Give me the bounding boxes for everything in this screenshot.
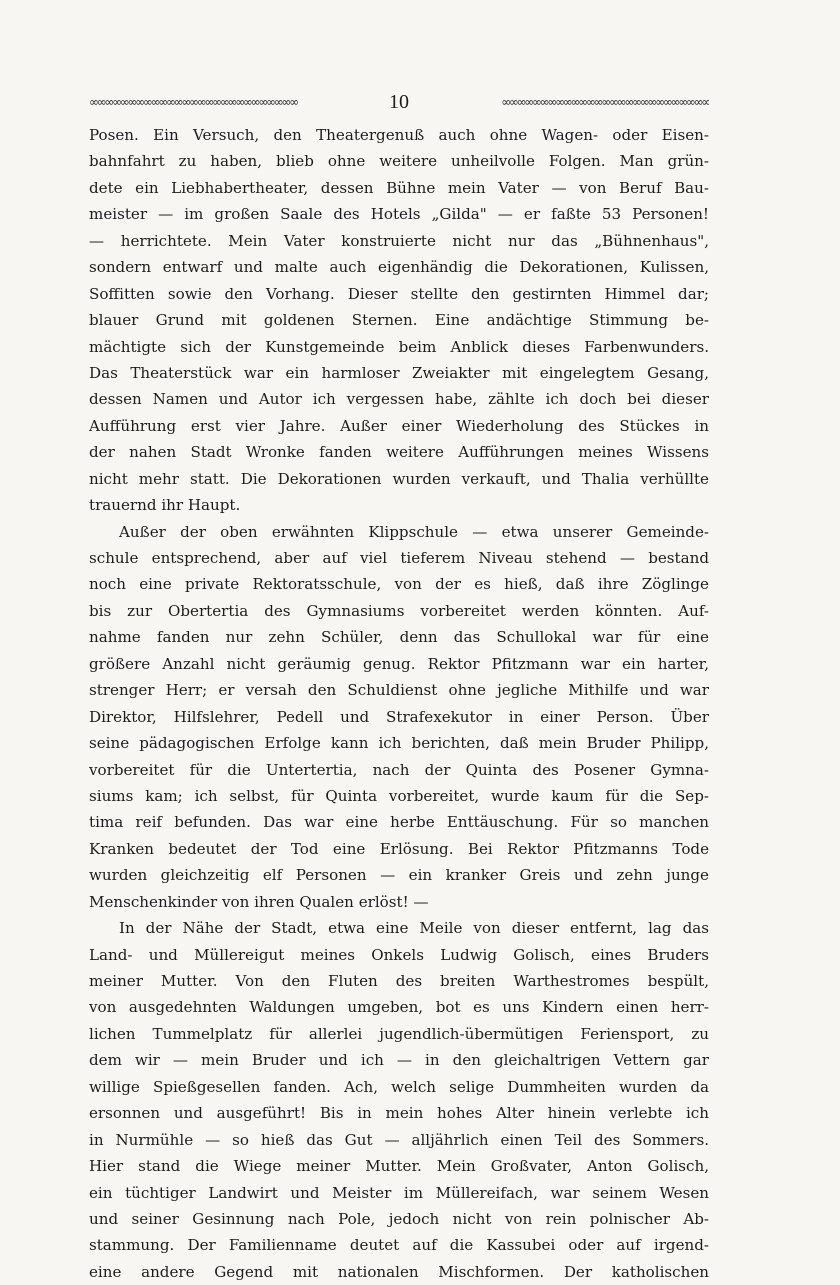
- text-line: bahnfahrt zu haben, blieb ohne weitere unheilvolle Folgen. Man grün-: [89, 152, 709, 171]
- text-line: seine pädagogischen Erfolge kann ich berichten, daß mein Bruder Philipp,: [89, 734, 709, 753]
- paragraph-start-line: Außer der oben erwähnten Klippschule — etwa unserer Gemeinde-: [119, 522, 709, 541]
- paragraph-end-line: trauernd ihr Haupt.: [89, 496, 241, 515]
- text-line: wurden gleichzeitig elf Personen — ein kranker Greis und zehn junge: [89, 866, 709, 885]
- text-line: meiner Mutter. Von den Fluten des breiten Warthestromes bespült,: [89, 972, 709, 990]
- text-line: sondern entwarf und malte auch eigenhändig die Dekorationen, Kulissen,: [89, 258, 709, 277]
- text-line: der nahen Stadt Wronke fanden weitere Aufführungen meines Wissens: [89, 443, 709, 462]
- right-ornament-border: ∞∞∞∞∞∞∞∞∞∞∞∞∞∞∞∞∞∞∞∞∞∞∞∞∞∞∞: [501, 95, 709, 109]
- text-line: stammung. Der Familienname deutet auf die Kassubei oder auf irgend-: [89, 1236, 709, 1255]
- text-line: nahme fanden nur zehn Schüler, denn das Schullokal war für eine: [89, 628, 709, 647]
- text-line: mächtigte sich der Kunstgemeinde beim Anblick dieses Farbenwunders.: [89, 337, 709, 356]
- text-line: bis zur Obertertia des Gymnasiums vorbereitet werden könnten. Auf-: [89, 601, 709, 620]
- text-line: schule entsprechend, aber auf viel tieferem Niveau stehend — bestand: [89, 549, 709, 567]
- page-header: [89, 90, 709, 114]
- text-line: siums kam; ich selbst, für Quinta vorbereitet, wurde kaum für die Sep-: [89, 786, 709, 805]
- text-line: lichen Tummelplatz für allerlei jugendlich-übermütigen Feriensport, zu: [89, 1024, 709, 1043]
- text-line: tima reif befunden. Das war eine herbe Enttäuschung. Für so manchen: [89, 813, 709, 832]
- text-line: Aufführung erst vier Jahre. Außer einer Wiederholung des Stückes in: [89, 416, 709, 435]
- text-line: dessen Namen und Autor ich vergessen habe, zählte ich doch bei dieser: [89, 390, 709, 409]
- paragraph-end-line: Menschenkinder von ihren Qualen erlöst! —: [89, 892, 429, 911]
- body-text: [89, 122, 709, 1285]
- paragraph-start-line: In der Nähe der Stadt, etwa eine Meile von dieser entfernt, lag das: [119, 919, 709, 938]
- text-line: eine andere Gegend mit nationalen Mischformen. Der katholischen: [89, 1262, 709, 1281]
- text-line: dete ein Liebhabertheater, dessen Bühne mein Vater — von Beruf Bau-: [89, 178, 709, 197]
- text-line: Kranken bedeutet der Tod eine Erlösung. Bei Rektor Pfitzmanns Tode: [89, 839, 709, 858]
- text-line: ein tüchtiger Landwirt und Meister im Müllereifach, war seinem Wesen: [89, 1183, 709, 1202]
- text-line: von ausgedehnten Waldungen umgeben, bot es uns Kindern einen herr-: [89, 998, 709, 1017]
- text-line: Land- und Müllereigut meines Onkels Ludwig Golisch, eines Bruders: [89, 945, 709, 964]
- text-line: Hier stand die Wiege meiner Mutter. Mein Großvater, Anton Golisch,: [89, 1157, 709, 1176]
- text-line: strenger Herr; er versah den Schuldienst ohne jegliche Mithilfe und war: [89, 681, 709, 700]
- text-line: Soffitten sowie den Vorhang. Dieser stellte den gestirnten Himmel dar;: [89, 284, 709, 303]
- text-line: — herrichtete. Mein Vater konstruierte nicht nur das „Bühnenhaus",: [89, 231, 709, 250]
- text-line: Posen. Ein Versuch, den Theatergenuß auch ohne Wagen- oder Eisen-: [89, 126, 709, 144]
- text-line: vorbereitet für die Untertertia, nach der Quinta des Posener Gymna-: [89, 760, 709, 779]
- page-number: 10: [389, 90, 409, 113]
- text-line: Direktor, Hilfslehrer, Pedell und Strafexekutor in einer Person. Über: [89, 707, 709, 726]
- text-line: noch eine private Rektoratsschule, von der es hieß, daß ihre Zöglinge: [89, 575, 709, 594]
- text-line: nicht mehr statt. Die Dekorationen wurden verkauft, und Thalia verhüllte: [89, 469, 709, 488]
- text-line: in Nurmühle — so hieß das Gut — alljährlich einen Teil des Sommers.: [89, 1130, 709, 1149]
- text-line: und seiner Gesinnung nach Pole, jedoch nicht von rein polnischer Ab-: [89, 1209, 709, 1228]
- text-line: dem wir — mein Bruder und ich — in den gleichaltrigen Vettern gar: [89, 1051, 709, 1070]
- text-line: meister — im großen Saale des Hotels „Gilda" — er faßte 53 Personen!: [89, 205, 709, 224]
- text-line: willige Spießgesellen fanden. Ach, welch selige Dummheiten wurden da: [89, 1077, 709, 1096]
- text-line: Das Theaterstück war ein harmloser Zweiakter mit eingelegtem Gesang,: [89, 363, 709, 382]
- text-line: blauer Grund mit goldenen Sternen. Eine andächtige Stimmung be-: [89, 311, 709, 330]
- left-ornament-border: ∞∞∞∞∞∞∞∞∞∞∞∞∞∞∞∞∞∞∞∞∞∞∞∞∞∞∞: [89, 95, 297, 109]
- text-line: ersonnen und ausgeführt! Bis in mein hohes Alter hinein verlebte ich: [89, 1104, 709, 1123]
- text-line: größere Anzahl nicht geräumig genug. Rektor Pfitzmann war ein harter,: [89, 654, 709, 673]
